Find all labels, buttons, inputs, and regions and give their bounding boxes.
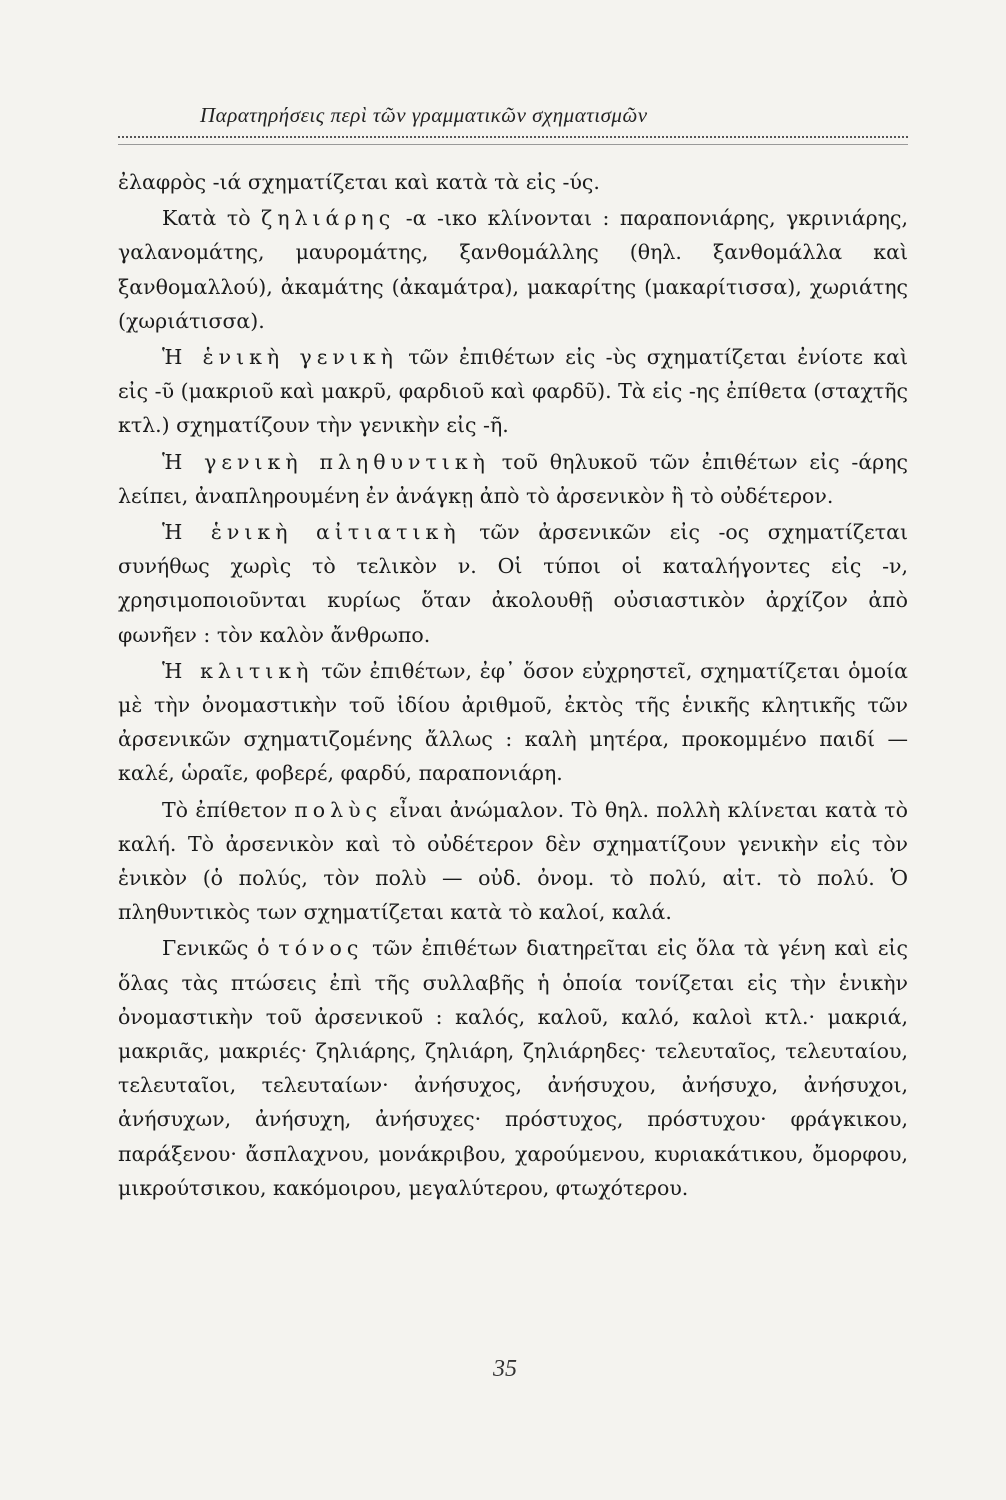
paragraph-6-keyword: Ἡ κλιτικὴ bbox=[162, 658, 314, 683]
paragraph-5 bbox=[118, 515, 908, 652]
paragraph-6 bbox=[118, 654, 908, 791]
running-title: Παρατηρήσεις περὶ τῶν γραμματικῶν σχηματισμῶν bbox=[200, 103, 648, 127]
body-text bbox=[118, 165, 908, 1207]
paragraph-7-text: εἶναι ἀνώμαλον. Τὸ θηλ. πολλὴ κλίνεται κατὰ τὸ καλή. Τὸ ἀρσενικὸν καὶ τὸ οὐδέτερον δὲν σχηματίζουν γενικὴν εἰς τὸν ἑνικὸν (ὁ πολύς, τὸν πολὺ — οὐδ. ὀνομ. τὸ πολύ, αἰτ. τὸ πολύ. Ὁ πληθυντικὸς των σχηματίζεται κατὰ τὸ καλοί, καλά. bbox=[118, 797, 908, 925]
paragraph-8 bbox=[118, 931, 908, 1205]
paragraph-3-text: τῶν ἐπιθέτων εἰς -ὺς σχηματίζεται ἐνίοτε καὶ εἰς -ῦ (μακριοῦ καὶ μακρῦ, φαρδιοῦ καὶ φαρδῦ). Τὰ εἰς -ης ἐπίθετα (σταχτῆς κτλ.) σχηματίζουν τὴν γενικὴν εἰς -ῆ. bbox=[118, 345, 908, 438]
paragraph-5-text: τῶν ἀρσενικῶν εἰς -ος σχηματίζεται συνήθως χωρὶς τὸ τελικὸν ν. Οἱ τύποι οἱ καταλήγοντες εἰς -ν, χρησιμοποιοῦνται κυρίως ὅταν ἀκολουθῇ οὐσιαστικὸν ἀρχίζον ἀπὸ φωνῆεν : τὸν καλὸν ἄνθρωπο. bbox=[118, 520, 909, 647]
paragraph-1: ἐλαφρὸς -ιά σχηματίζεται καὶ κατὰ τὰ εἰς -ύς. bbox=[118, 170, 600, 194]
paragraph-8-keyword: τόνος bbox=[278, 936, 364, 961]
paragraph-2-lead: Κατὰ τὸ bbox=[162, 206, 251, 231]
paragraph-2-text: -α -ικο κλίνονται : παραπονιάρης, γκρινιάρης, γαλανομάτης, μαυρομάτης, ξανθομάλλης (θηλ. ξανθομάλλα καὶ ξανθομαλλού), ἀκαμάτης (ἀκαμάτρα), μακαρίτης (μακαρίτισσα), χωριάτης (χωριάτισσα). bbox=[118, 206, 908, 333]
paragraph-7 bbox=[118, 793, 908, 930]
paragraph-4-text: τοῦ θηλυκοῦ τῶν ἐπιθέτων εἰς -άρης λείπει, ἀναπληρουμένη ἐν ἀνάγκῃ ἀπὸ τὸ ἀρσενικὸν ἢ τὸ οὐδέτερον. bbox=[118, 449, 908, 508]
paragraph-8-lead: Γενικῶς ὁ bbox=[162, 936, 270, 961]
paragraph-4 bbox=[118, 445, 908, 513]
paragraph-7-lead: Τὸ ἐπίθετον bbox=[162, 797, 287, 822]
paragraph-2-keyword: ζηλιάρης bbox=[261, 206, 396, 231]
paragraph-7-keyword: πολὺς bbox=[294, 797, 383, 822]
header-rule bbox=[118, 136, 908, 145]
paragraph-5-keyword: Ἡ ἑνικὴ αἰτιατικὴ bbox=[162, 520, 461, 545]
paragraph-2 bbox=[118, 201, 908, 338]
running-head bbox=[120, 103, 910, 128]
paragraph-3-keyword: Ἡ ἑνικὴ γενικὴ bbox=[162, 345, 398, 370]
paragraph-8-text: τῶν ἐπιθέτων διατηρεῖται εἰς ὅλα τὰ γένη καὶ εἰς ὅλας τὰς πτώσεις ἐπὶ τῆς συλλαβῆς ἡ ὁποία τονίζεται εἰς τὴν ἑνικὴν ὀνομαστικὴν τοῦ ἀρσενικοῦ : καλός, καλοῦ, καλό, καλοὶ κτλ.· μακριά, μακριᾶς, μακριές· ζηλιάρης, ζηλιάρη, ζηλιάρηδες· τελευταῖος, τελευταίου, τελευταῖοι, τελευταίων· ἀνήσυχος, ἀνήσυχου, ἀνήσυχο, ἀνήσυχοι, ἀνήσυχων, ἀνήσυχη, ἀνήσυχες· πρόστυχος, πρόστυχου· φράγκικου, παράξενου· ἄσπλαχνου, μονάκριβου, χαρούμενου, κυριακάτικου, ὄμορφου, μικρούτσικου, κακόμοιρου, μεγαλύτερου, φτωχότερου. bbox=[118, 936, 908, 1200]
paragraph-3 bbox=[118, 340, 908, 443]
paragraph-4-keyword: Ἡ γενικὴ πληθυντικὴ bbox=[162, 449, 490, 474]
page-number: 35 bbox=[493, 1356, 517, 1382]
paragraph-6-text: τῶν ἐπιθέτων, ἐφ᾿ ὅσον εὐχρηστεῖ, σχηματίζεται ὁμοία μὲ τὴν ὀνομαστικὴν τοῦ ἰδίου ἀριθμοῦ, ἐκτὸς τῆς ἑνικῆς κλητικῆς τῶν ἀρσενικῶν σχηματιζομένης ἄλλως : καλὴ μητέρα, προκομμένο παιδί — καλέ, ὡραῖε, φοβερέ, φαρδύ, παραπονιάρη. bbox=[118, 658, 908, 786]
